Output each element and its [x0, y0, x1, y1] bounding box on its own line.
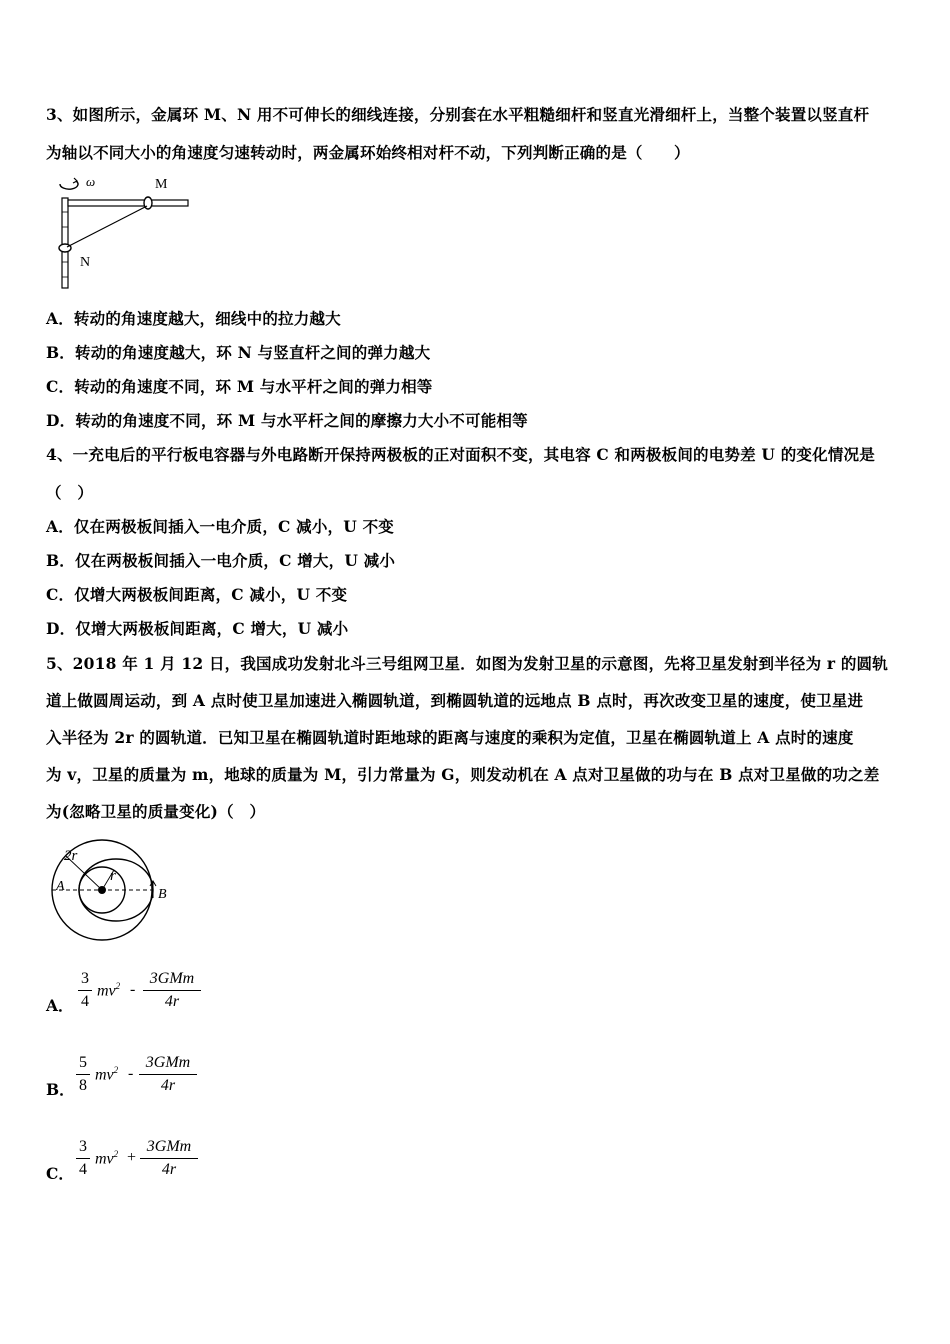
q3-rotating-rod-figure — [52, 172, 202, 290]
q5-orbit-figure — [46, 838, 176, 944]
q5-option-b-operator: - — [128, 1065, 134, 1082]
q5-stem-line-5: 为(忽略卫星的质量变化)（ ） — [46, 802, 266, 821]
q4-option-b: B．仅在两极板间插入一电介质，C 增大，U 减小 — [46, 551, 396, 570]
q5-option-c-fraction: 3GMm 4r — [140, 1137, 198, 1180]
q5-stem-line-4: 为 v，卫星的质量为 m，地球的质量为 M，引力常量为 G，则发动机在 A 点对卫星做的功与在 B 点对卫星做的功之差 — [46, 765, 880, 784]
q4-stem-line-2: （ ） — [46, 483, 94, 502]
label-b: B — [158, 887, 167, 902]
q3-stem-line-1: 3、如图所示，金属环 M、N 用不可伸长的细线连接，分别套在水平粗糙细杆和竖直光滑细杆上，当整个装置以竖直杆 — [46, 105, 870, 124]
q4-stem-line-1: 4、一充电后的平行板电容器与外电路断开保持两极板的正对面积不变，其电容 C 和两极板间的电势差 U 的变化情况是 — [46, 445, 875, 464]
q5-option-b-coef: 5 8 — [76, 1053, 90, 1096]
omega-label: ω — [86, 174, 96, 189]
q3-option-b: B．转动的角速度越大，环 N 与竖直杆之间的弹力越大 — [46, 343, 431, 362]
label-2r: 2r — [64, 848, 78, 864]
horizontal-rod — [68, 200, 188, 206]
string-line — [67, 206, 147, 247]
q5-option-c-operator: + — [127, 1149, 137, 1166]
q5-option-b-label: B． — [46, 1080, 75, 1099]
label-r: r — [110, 868, 116, 884]
m-label: M — [155, 177, 168, 192]
q4-option-a: A．仅在两极板间插入一电介质，C 减小，U 不变 — [46, 517, 394, 536]
q5-option-c-label: C． — [46, 1164, 74, 1183]
q3-option-d: D．转动的角速度不同，环 M 与水平杆之间的摩擦力大小不可能相等 — [46, 411, 528, 430]
n-label: N — [80, 255, 91, 270]
q5-option-c-term: $mv^2$ — [95, 1149, 119, 1168]
label-a: A — [56, 879, 65, 894]
vertical-rod — [62, 198, 68, 288]
q5-option-a-coef: 3 4 — [78, 969, 92, 1012]
q5-stem-line-1: 5、2018 年 1 月 12 日，我国成功发射北斗三号组网卫星．如图为发射卫星的示意图，先将卫星发射到半径为 r 的圆轨 — [46, 654, 888, 673]
q3-option-a: A．转动的角速度越大，细线中的拉力越大 — [46, 309, 341, 328]
q5-option-c-coef: 3 4 — [76, 1137, 90, 1180]
q3-option-c: C．转动的角速度不同，环 M 与水平杆之间的弹力相等 — [46, 377, 433, 396]
q5-option-a-fraction: 3GMm 4r — [143, 969, 201, 1012]
q5-option-a-label: A． — [46, 996, 74, 1015]
q3-stem-line-2: 为轴以不同大小的角速度匀速转动时，两金属环始终相对杆不动，下列判断正确的是（ ） — [46, 143, 690, 162]
q5-option-b-fraction: 3GMm 4r — [139, 1053, 197, 1096]
q4-option-c: C．仅增大两极板间距离，C 减小，U 不变 — [46, 585, 348, 604]
q5-option-a-term: $mv^2$ — [97, 981, 121, 1000]
q4-option-d: D．仅增大两极板间距离，C 增大，U 减小 — [46, 619, 349, 638]
q5-stem-line-2: 道上做圆周运动，到 A 点时使卫星加速进入椭圆轨道，到椭圆轨道的远地点 B 点时，再次改变卫星的速度，使卫星进 — [46, 691, 864, 710]
q5-option-a-operator: - — [130, 981, 136, 998]
q5-stem-line-3: 入半径为 2r 的圆轨道．已知卫星在椭圆轨道时距地球的距离与速度的乘积为定值，卫星在椭圆轨道上 A 点时的速度 — [46, 728, 854, 747]
q5-option-b-term: $mv^2$ — [95, 1065, 119, 1084]
